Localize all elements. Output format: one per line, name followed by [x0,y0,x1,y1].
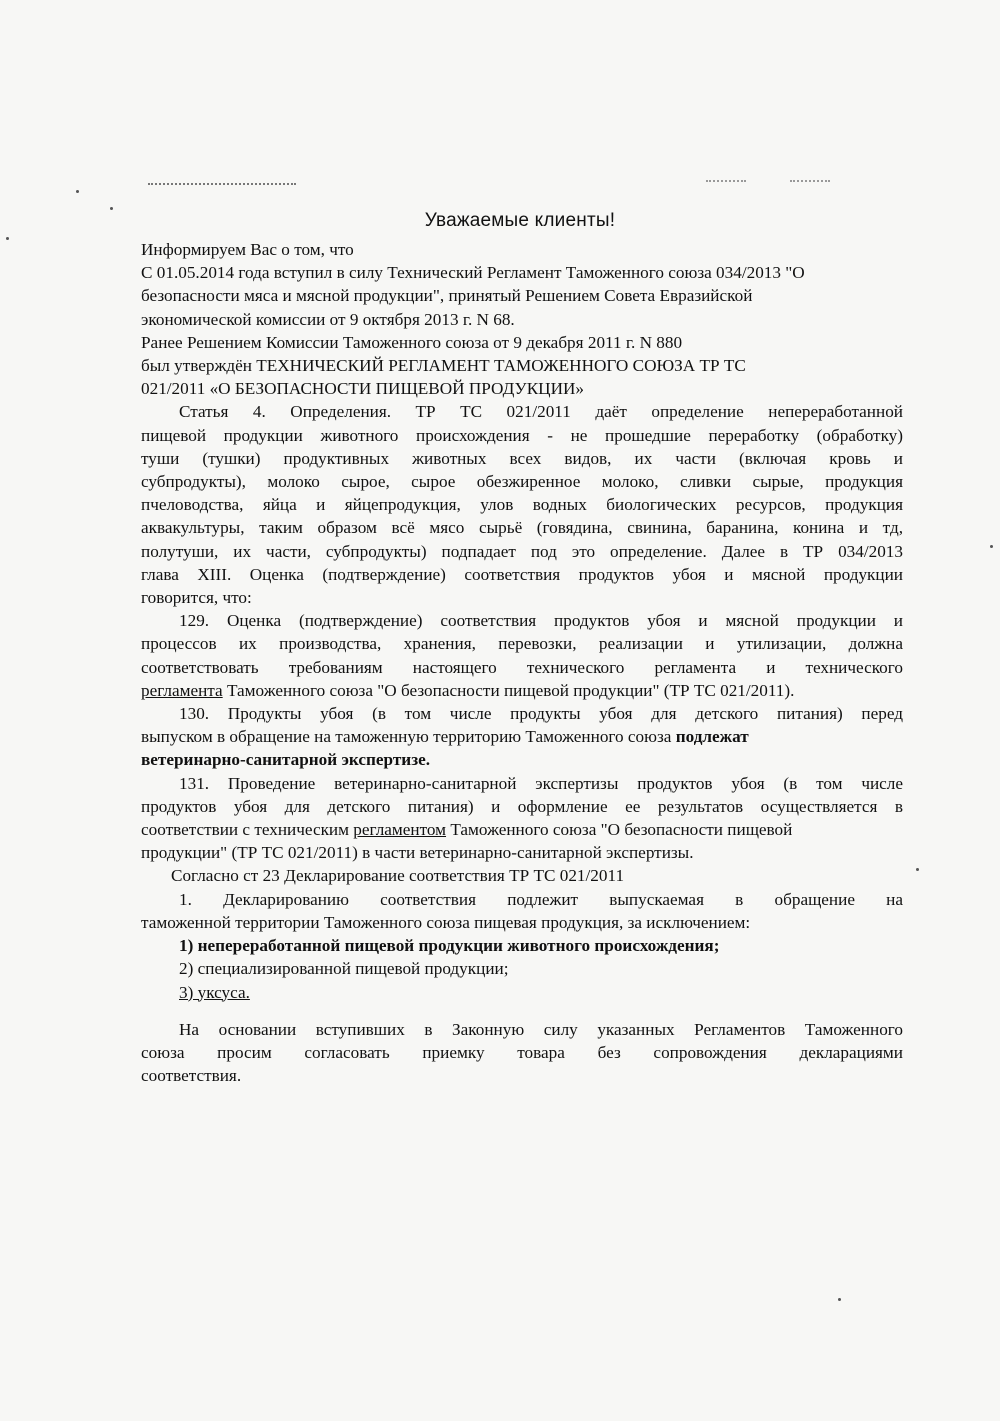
text-line: С 01.05.2014 года вступил в силу Технический Регламент Таможенного союза 034/2013 "О [141,263,805,283]
text-line: туши (тушки) продуктивных животных всех видов, их части (включая кровь и [141,448,903,468]
text-line: глава XIII. Оценка (подтверждение) соответствия продуктов убоя и мясной продукции [141,564,903,584]
text-line: На основании вступивших в Законную силу указанных Регламентов Таможенного [179,1019,903,1039]
text-line: продукции" (ТР ТС 021/2011) в части ветеринарно-санитарной экспертизы. [141,843,694,863]
article-4-paragraph [141,400,903,609]
scan-artifact-dot [838,1298,841,1301]
exception-item: 2) специализированной пищевой продукции; [179,959,509,979]
bold-text: подлежат [675,727,749,747]
exception-item-text: 3) уксуса. [179,982,250,1002]
intro-paragraph [141,238,903,400]
clause-131 [141,772,903,865]
text-line: полутуши, их части, субпродукты) подпадает под это определение. Далее в ТР 034/2013 [141,541,903,561]
text-fragment: Таможенного союза "О безопасности пищевой продукции" (ТР ТС 021/2011). [222,680,795,700]
text-line: 021/2011 «О БЕЗОПАСНОСТИ ПИЩЕВОЙ ПРОДУКЦИИ» [141,379,585,399]
text-line: аквакультуры, таким образом всё мясо сырьё (говядина, свинина, баранина, конина и тд, [141,518,903,538]
text-line: продуктов убоя для детского питания) и оформление ее результатов осуществляется в [141,796,903,816]
text-line [141,725,903,748]
letter-heading: Уважаемые клиенты! [424,210,616,231]
text-line: субпродукты), молоко сырое, сырое обезжиренное молоко, сливки сырые, продукция [141,472,903,492]
clause-130 [141,702,903,772]
scan-artifact-dot [76,190,79,193]
text-line: ветеринарно-санитарной экспертизе. [141,750,431,770]
text-line: пчеловодства, яйца и яйцепродукция, улов водных биологических ресурсов, продукция [141,495,903,515]
article-23-paragraph [141,864,903,1003]
text-line: говорится, что: [141,588,252,608]
exception-item: 1) непереработанной пищевой продукции животного происхождения; [179,936,720,956]
text-line: экономической комиссии от 9 октября 2013 г. N 68. [141,309,515,329]
scan-artifact-dot [6,237,9,240]
text-line: Согласно ст 23 Декларирование соответствия ТР ТС 021/2011 [171,866,625,886]
scan-artifact-dot [990,545,993,548]
text-fragment: Таможенного союза "О безопасности пищевой [446,820,793,840]
letter-body [141,238,903,1087]
regulation-link-text: регламента [141,680,223,700]
text-line: безопасности мяса и мясной продукции", принятый Решением Совета Евразийской [141,286,753,306]
clause-129 [141,609,903,702]
text-line: пищевой продукции животного происхождения - не прошедшие переработку (обработку) [141,425,903,445]
text-line: Ранее Решением Комиссии Таможенного союза от 9 декабря 2011 г. N 880 [141,332,683,352]
text-line [141,679,903,702]
text-fragment: выпуском в обращение на таможенную территорию Таможенного союза [141,727,676,747]
text-line: 131. Проведение ветеринарно-санитарной экспертизы продуктов убоя (в том числе [179,773,903,793]
text-line: Информируем Вас о том, что [141,240,354,259]
scan-artifact-dot [916,868,919,871]
scan-artifact-line [148,183,296,185]
text-line: 1. Декларированию соответствия подлежит выпускаемая в обращение на [179,889,903,909]
text-line: 129. Оценка (подтверждение) соответствия продуктов убоя и мясной продукции и [179,611,903,631]
scan-artifact-line [790,180,830,182]
request-paragraph [141,1018,903,1088]
text-line: процессов их производства, хранения, перевозки, реализации и утилизации, должна [141,634,903,654]
text-line: Статья 4. Определения. ТР ТС 021/2011 даёт определение непереработанной [179,402,903,422]
text-line: соответствия. [141,1066,242,1086]
text-fragment: соответствии с техническим [141,820,354,840]
text-line: был утверждён ТЕХНИЧЕСКИЙ РЕГЛАМЕНТ ТАМОЖЕННОГО СОЮЗА ТР ТС [141,356,746,376]
text-line [141,818,903,841]
exception-item [141,981,903,1004]
spacer [141,1004,903,1018]
text-line: таможенной территории Таможенного союза пищевая продукция, за исключением: [141,912,751,932]
text-line: 130. Продукты убоя (в том числе продукты убоя для детского питания) перед [179,704,903,724]
regulation-link-text: регламентом [353,820,447,840]
text-line: соответствовать требованиям настоящего технического регламента и технического [141,657,903,677]
text-line: союза просим согласовать приемку товара без сопровождения декларациями [141,1042,903,1062]
scan-artifact-line [706,180,746,182]
